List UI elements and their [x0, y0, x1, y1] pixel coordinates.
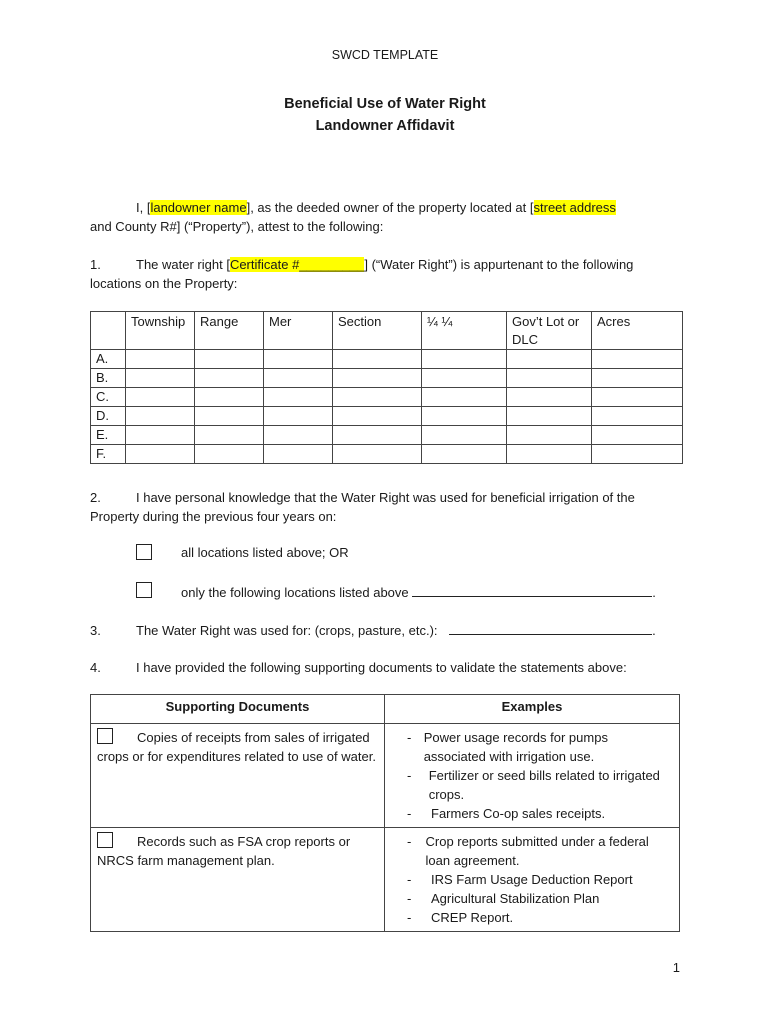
locations-blank-field[interactable]	[412, 583, 652, 597]
table-row: D.	[91, 407, 683, 426]
only-following-checkbox[interactable]	[136, 582, 152, 601]
item-3: 3. The Water Right was used for: (crops, pasture, etc.): .	[90, 623, 656, 638]
header-acres: Acres	[592, 312, 683, 350]
use-blank-field[interactable]	[449, 621, 652, 635]
list-item: - Fertilizer or seed bills related to irrigated crops.	[407, 768, 660, 802]
only-following-row: only the following locations listed above .	[181, 585, 656, 600]
certificate-field[interactable]: Certificate #_________	[229, 257, 365, 272]
records-checkbox[interactable]	[97, 832, 113, 848]
all-locations-checkbox[interactable]	[136, 544, 152, 563]
item-2: 2. I have personal knowledge that the Water Right was used for beneficial irrigation of the Property during the previous four years on:	[90, 490, 635, 524]
table-row: F.	[91, 445, 683, 464]
supporting-documents-header: Supporting Documents	[91, 695, 385, 724]
list-item: - Farmers Co-op sales receipts.	[407, 806, 606, 821]
examples-cell	[385, 724, 680, 828]
table-row: C.	[91, 388, 683, 407]
table-row: A.	[91, 350, 683, 369]
header-township: Township	[126, 312, 195, 350]
table-row: E.	[91, 426, 683, 445]
document-subtitle: Landowner Affidavit	[315, 118, 455, 134]
street-address-field[interactable]: street address	[533, 200, 616, 215]
landowner-name-field[interactable]: landowner name	[150, 200, 247, 215]
doc-cell: Records such as FSA crop reports or NRCS farm management plan.	[91, 828, 385, 932]
list-item: - Power usage records for pumps associated with irrigation use.	[407, 730, 608, 764]
only-following-label: only the following locations listed above	[181, 585, 409, 600]
doc-table-header	[91, 695, 680, 724]
examples-header: Examples	[385, 695, 680, 724]
list-item: - IRS Farm Usage Deduction Report	[407, 872, 633, 887]
header-govt-lot: Gov’t Lot or DLC	[507, 312, 592, 350]
header-blank	[91, 312, 126, 350]
header-quarter-quarter: ¼ ¼	[422, 312, 507, 350]
all-locations-label: all locations listed above; OR	[181, 545, 349, 560]
table-row	[91, 828, 680, 932]
header-section: Section	[333, 312, 422, 350]
location-table-header	[91, 312, 683, 350]
item-4: 4. I have provided the following supporting documents to validate the statements above:	[90, 660, 627, 675]
receipts-checkbox[interactable]	[97, 728, 113, 744]
table-row	[91, 724, 680, 828]
list-item: - Crop reports submitted under a federal loan agreement.	[407, 834, 649, 868]
intro-paragraph: I, [landowner name], as the deeded owner of the property located at [street address and County R#] (“Property”), attest to the following:	[90, 200, 616, 234]
supporting-documents-table	[90, 694, 680, 932]
document-header: SWCD TEMPLATE	[331, 48, 439, 62]
doc-cell: Copies of receipts from sales of irrigated crops or for expenditures related to use of water.	[91, 724, 385, 828]
list-item: - CREP Report.	[407, 910, 514, 925]
location-table	[90, 311, 683, 464]
list-item: - Agricultural Stabilization Plan	[407, 891, 600, 906]
table-row: B.	[91, 369, 683, 388]
page-number: 1	[672, 960, 680, 975]
examples-cell	[385, 828, 680, 932]
document-title: Beneficial Use of Water Right	[284, 96, 486, 112]
item-1: 1. The water right [Certificate #_________] (“Water Right”) is appurtenant to the following locations on the Property:	[90, 257, 634, 291]
header-mer: Mer	[264, 312, 333, 350]
header-range: Range	[195, 312, 264, 350]
